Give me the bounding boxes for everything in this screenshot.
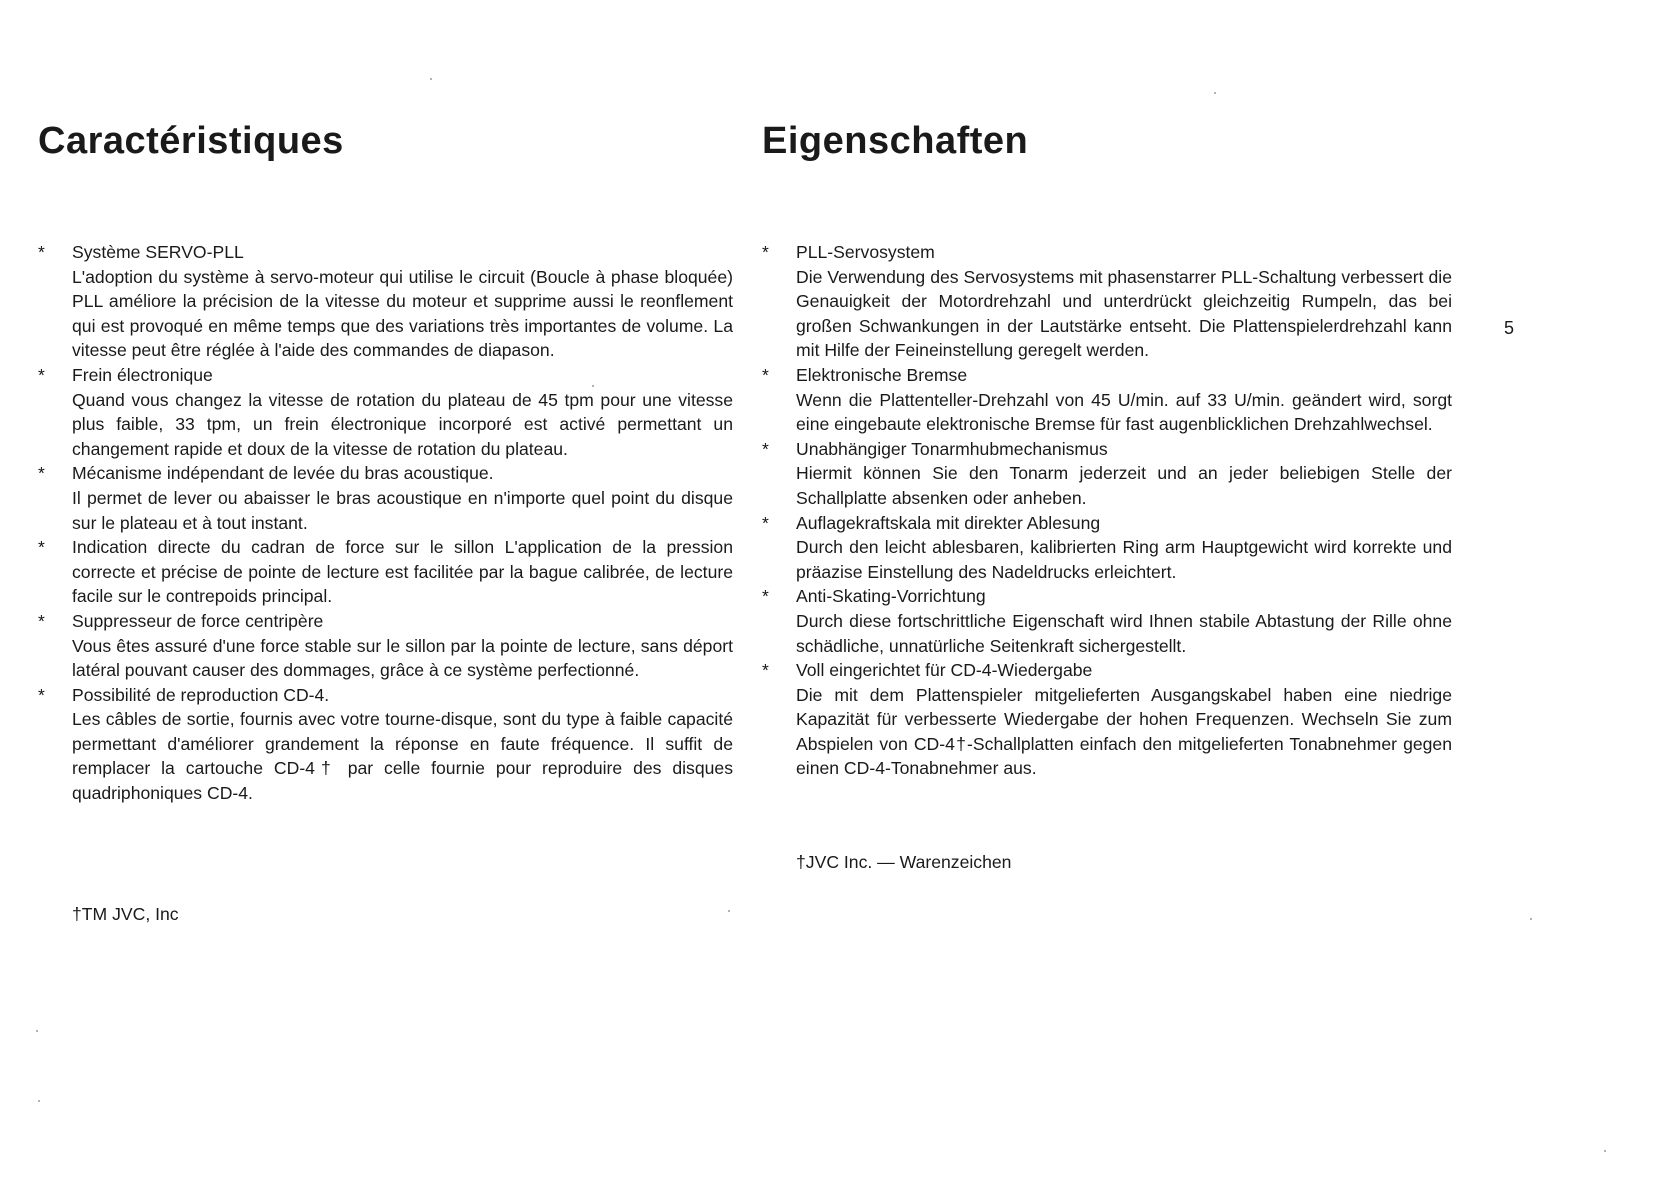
- feature-description: L'adoption du système à servo-moteur qui utilise le circuit (Boucle à phase bloquée) PLL améliore la précision de la vitesse du moteur et supprime aussi le reonflement qui est provoqué en même temps que des variations très importantes de volume. La vitesse peut être réglée à l'aide des commandes de diapason.: [72, 266, 733, 361]
- feature-title: Unabhängiger Tonarmhubmechanismus: [796, 438, 1108, 459]
- list-item: [38, 240, 733, 363]
- list-item: [38, 535, 733, 609]
- scan-speck: [728, 910, 730, 912]
- feature-title: Système SERVO-PLL: [72, 242, 244, 262]
- scan-speck: [1604, 1150, 1606, 1152]
- scan-speck: [430, 78, 432, 80]
- feature-description: Les câbles de sortie, fournis avec votre tourne-disque, sont du type à faible capacité permettant d'améliorer grandement la réponse en faute fréquence. Il suffit de remplacer la cartouche CD-4† par celle fournie pour reproduire des disques quadriphoniques CD-4.: [72, 709, 733, 804]
- french-footnote: †TM JVC, Inc: [72, 904, 179, 924]
- feature-title: Auflagekraftskala mit direkter Ablesung: [796, 512, 1101, 533]
- feature-description: Il permet de lever ou abaisser le bras acoustique en n'importe quel point du disque sur le plateau et à tout instant.: [72, 487, 733, 533]
- feature-description: Vous êtes assuré d'une force stable sur le sillon par la pointe de lecture, sans déport latéral pouvant causer des dommages, grâce à ce système perfectionné.: [72, 635, 733, 681]
- feature-description: Die mit dem Plattenspieler mitgelieferten Ausgangskabel haben eine niedrige Kapazität für verbesserte Wiedergabe der hohen Frequenzen. Wechseln Sie zum Abspielen von CD-4†-Schallplatten einfach den mitgelieferten Tonabnehmer gegen einen CD-4-Tonabnehmer aus.: [796, 684, 1452, 779]
- feature-description: Quand vous changez la vitesse de rotation du plateau de 45 tpm pour une vitesse plus faible, 33 tpm, un frein électronique incorporé est activé permettant un changement rapide et doux de la vitesse de rotation du plateau.: [72, 389, 733, 459]
- list-item: [762, 584, 1452, 658]
- feature-title: Indication directe du cadran de force sur le sillon L'application de la pression correcte et précise de pointe de lecture est facilitée par la bague calibrée, de lecture facile sur le contrepoids principal.: [72, 537, 733, 607]
- feature-title: PLL-Servosystem: [796, 242, 935, 262]
- list-item: [762, 363, 1452, 437]
- bullet-asterisk: *: [762, 364, 769, 385]
- feature-title: Voll eingerichtet für CD-4-Wiedergabe: [796, 660, 1093, 681]
- scan-speck: [592, 385, 594, 387]
- bullet-asterisk: *: [38, 364, 45, 385]
- french-title: Caractéristiques: [38, 120, 344, 162]
- bullet-asterisk: *: [762, 438, 769, 459]
- bullet-asterisk: *: [762, 586, 769, 607]
- scan-speck: [36, 1030, 38, 1032]
- feature-description: Die Verwendung des Servosystems mit phasenstarrer PLL-Schaltung verbessert die Genauigkeit der Motordrehzahl und unterdrückt gleichzeitig Rumpeln, das bei großen Schwankungen in der Lautstärke entseht. Die Plattenspielerdrehzahl kann mit Hilfe der Feineinstellung geregelt werden.: [796, 266, 1452, 361]
- feature-title: Mécanisme indépendant de levée du bras acoustique.: [72, 463, 494, 484]
- feature-title: Anti-Skating-Vorrichtung: [796, 586, 986, 607]
- list-item: [38, 363, 733, 461]
- list-item: [762, 511, 1452, 585]
- bullet-asterisk: *: [38, 684, 45, 705]
- bullet-asterisk: *: [38, 610, 45, 631]
- list-item: [762, 437, 1452, 511]
- scan-speck: [1530, 918, 1532, 920]
- bullet-asterisk: *: [38, 242, 45, 262]
- german-feature-list: [762, 240, 1452, 781]
- bullet-asterisk: *: [762, 512, 769, 533]
- feature-description: Durch den leicht ablesbaren, kalibrierten Ring arm Hauptgewicht wird korrekte und präazise Einstellung des Nadeldrucks erleichtert.: [796, 537, 1452, 582]
- scan-speck: [1214, 92, 1216, 94]
- list-item: [38, 461, 733, 535]
- feature-description: Hiermit können Sie den Tonarm jederzeit und an jeder beliebigen Stelle der Schallplatte absenken oder anheben.: [796, 463, 1452, 508]
- feature-title: Possibilité de reproduction CD-4.: [72, 684, 330, 705]
- feature-description: Wenn die Plattenteller-Drehzahl von 45 U/min. auf 33 U/min. geändert wird, sorgt eine eingebaute elektronische Bremse für fast augenblicklichen Drehzahlwechsel.: [796, 389, 1452, 435]
- list-item: [762, 240, 1452, 363]
- feature-title: Frein électronique: [72, 364, 213, 385]
- german-footnote: †JVC Inc. — Warenzeichen: [796, 852, 1012, 872]
- bullet-asterisk: *: [762, 660, 769, 681]
- feature-title: Elektronische Bremse: [796, 364, 968, 385]
- list-item: [762, 658, 1452, 781]
- bullet-asterisk: *: [762, 242, 769, 262]
- scan-speck: [38, 1100, 40, 1102]
- page-number: 5: [1504, 318, 1515, 338]
- list-item: [38, 683, 733, 806]
- bullet-asterisk: *: [38, 463, 45, 484]
- feature-description: Durch diese fortschrittliche Eigenschaft wird Ihnen stabile Abtastung der Rille ohne schädliche, unnatürliche Seitenkraft sichergestellt.: [796, 610, 1452, 656]
- bullet-asterisk: *: [38, 537, 45, 558]
- list-item: [38, 609, 733, 683]
- french-feature-list: [38, 240, 733, 806]
- feature-title: Suppresseur de force centripère: [72, 610, 324, 631]
- german-title: Eigenschaften: [762, 120, 1029, 162]
